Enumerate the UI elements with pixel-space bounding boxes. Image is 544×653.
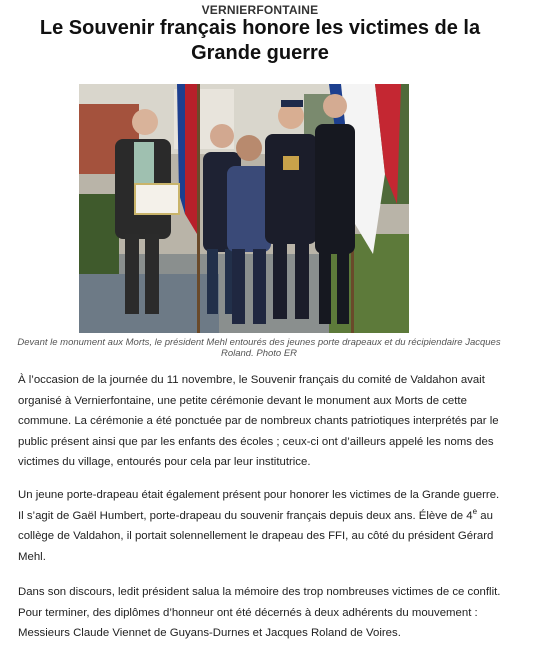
article-paragraph-1: À l’occasion de la journée du 11 novembre, le Souvenir français du comité de Valdahon avait organisé à Vernierfontaine, une petite cérémonie devant le monument aux Morts de cette commune. La cérémonie a été ponctuée par de nombreux chants patriotiques interprétés par le public présent ainsi que par les enfants des écoles ; ceux-ci ont d’ailleurs appelé les noms des victimes du village, entourés pour cela par leur institutrice. xyxy=(18,374,499,468)
article-photo xyxy=(79,84,409,333)
paragraph-2-text-b: au collège de Valdahon, il portait solennellement le drapeau des FFI, au côté du président Gérard Mehl. xyxy=(18,509,494,563)
ordinal-superscript: e xyxy=(472,506,478,516)
article-paragraph-2 xyxy=(18,485,508,567)
article-kicker: VERNIERFONTAINE xyxy=(201,3,319,17)
article-headline: Le Souvenir français honore les victimes de la Grande guerre xyxy=(39,17,481,64)
paragraph-2-text-a: Un jeune porte-drapeau était également présent pour honorer les victimes de la Grande guerre. Il s’agit de Gaël Humbert, porte-drapeau du souvenir français depuis deux ans. Élève de 4 xyxy=(18,489,500,522)
photo-caption: Devant le monument aux Morts, le président Mehl entourés des jeunes porte drapeaux et du récipiendaire Jacques Roland. Photo ER xyxy=(17,337,501,359)
ceremony-photo-illustration xyxy=(79,84,409,333)
article-paragraph-3: Dans son discours, ledit président salua la mémoire des trop nombreuses victimes de ce conflit. Pour terminer, des diplômes d’honneur ont été décernés à deux adhérents du mouvement : Messieurs Claude Viennet de Guyans-Durnes et Jacques Roland de Voires. xyxy=(18,586,501,639)
